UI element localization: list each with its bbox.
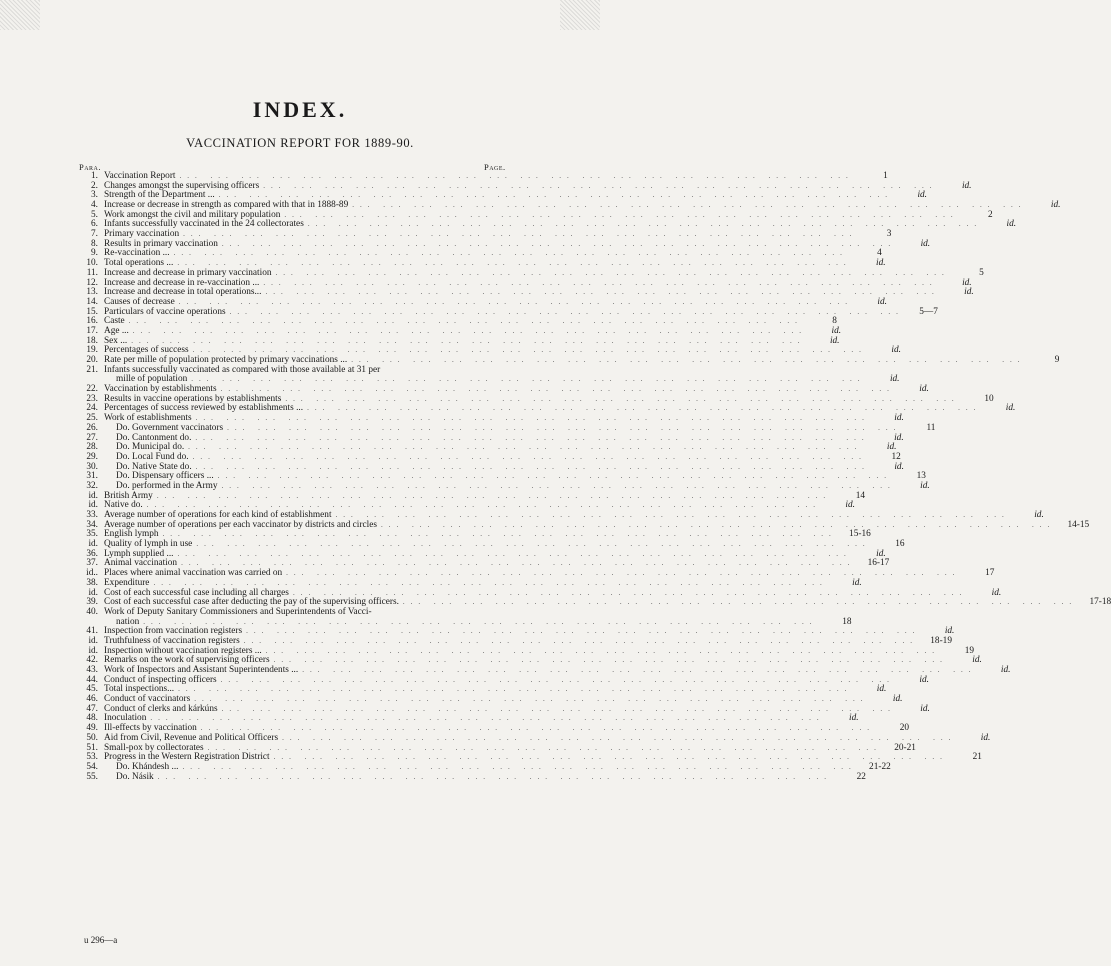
scan-mark-left: [0, 0, 40, 30]
entry-page-number: 21: [972, 752, 982, 763]
entry-page-number: 20-21: [894, 742, 916, 753]
entry-page-number: id.: [892, 694, 903, 705]
entry-title: Age ...: [104, 325, 129, 336]
dot-leader: [223, 424, 901, 434]
entry-title: Rate per mille of population protected by primary vaccinations ...: [104, 355, 348, 366]
entry-page-number: id.: [980, 732, 991, 743]
entry-title: Total operations ...: [104, 258, 174, 269]
entry-page-number: 9: [1054, 355, 1060, 366]
entry-para-number: 22.: [86, 384, 98, 395]
entry-title: Work of Deputy Sanitary Commissioners and Superintendents of Vacci-: [104, 606, 372, 617]
entry-page-number: 17-18: [1089, 597, 1111, 608]
dot-leader: [280, 211, 958, 221]
entry-page-number: id.: [891, 345, 901, 356]
entry-page-number: id.: [831, 325, 842, 336]
dot-leader: [204, 744, 882, 754]
page-column-header: Page.: [484, 162, 506, 172]
entry-para-number: 28.: [86, 442, 98, 453]
entry-page-number: 13: [916, 471, 926, 482]
dot-leader: [226, 308, 904, 318]
page-title: INDEX.: [252, 97, 348, 122]
index-entry: [76, 325, 842, 337]
entry-para-number: 3.: [91, 190, 98, 201]
dot-leader: [190, 695, 868, 705]
entry-title: Lymph supplied ...: [104, 548, 174, 559]
entry-title: Percentages of success reviewed by establishments ...: [104, 403, 304, 414]
entry-para-number: id.: [88, 490, 98, 501]
entry-page-number: id.: [852, 577, 862, 588]
entry-para-number: 31.: [86, 471, 98, 482]
dot-leader: [218, 705, 896, 715]
entry-para-number: 21.: [86, 364, 98, 375]
entry-para-number: 24.: [86, 403, 98, 414]
entry-page-number: 4: [877, 248, 882, 259]
entry-title: mille of population: [116, 374, 188, 385]
entry-page-number: id.: [876, 684, 887, 695]
entry-para-number: 29.: [86, 451, 98, 462]
entry-para-number: 17.: [86, 325, 98, 336]
entry-title: Do. Dispensary officers ...: [116, 471, 214, 482]
entry-para-number: 34.: [86, 519, 98, 530]
entry-para-number: 1.: [91, 170, 98, 181]
dot-leader: [304, 220, 982, 230]
entry-title: Causes of decrease: [104, 296, 175, 307]
entry-title: Work of Inspectors and Assistant Superintendents ...: [104, 665, 299, 676]
entry-title: Ill-effects by vaccination: [104, 723, 197, 734]
entry-para-number: 35.: [86, 529, 98, 540]
entry-para-number: 18.: [86, 335, 98, 346]
entry-para-number: 30.: [86, 461, 98, 472]
entry-para-number: 10.: [86, 258, 98, 269]
entry-para-number: id.: [88, 500, 98, 511]
entry-title: Animal vaccination: [104, 558, 178, 569]
entry-title: Work of establishments: [104, 413, 192, 424]
entry-title: Do. Government vaccinators: [116, 422, 224, 433]
entry-title: Remarks on the work of supervising officers: [104, 655, 270, 666]
dot-leader: [272, 269, 950, 279]
entry-para-number: 48.: [86, 713, 98, 724]
entry-para-number: 36.: [86, 548, 98, 559]
dot-leader: [218, 240, 896, 250]
entry-page-number: 17: [985, 568, 995, 579]
dot-leader: [197, 724, 875, 734]
entry-page-number: 12: [891, 451, 901, 462]
entry-page-number: id.: [845, 500, 855, 511]
entry-para-number: 41.: [86, 626, 98, 637]
entry-title: British Army: [104, 490, 153, 501]
entry-page-number: 20: [899, 723, 910, 734]
index-entries: [76, 170, 1111, 782]
dot-leader: [153, 492, 831, 502]
entry-title: nation: [116, 616, 140, 627]
dot-leader: [217, 385, 895, 395]
dot-leader: [184, 443, 862, 453]
entry-page-number: 11: [926, 422, 936, 433]
entry-page-number: id.: [961, 180, 972, 191]
entry-para-number: 39.: [86, 597, 98, 608]
entry-page-number: 16: [895, 539, 905, 550]
entry-para-number: id..: [86, 568, 98, 579]
entry-title: Sex ...: [104, 335, 128, 346]
index-entry: [76, 316, 837, 327]
entry-title: Average number of operations per each vaccinator by districts and circles: [104, 519, 377, 530]
entry-page-number: 18: [842, 616, 852, 627]
entry-page-number: 5—7: [919, 306, 938, 317]
entry-page-number: id.: [1005, 403, 1016, 414]
entry-title: Re-vaccination ...: [104, 248, 170, 259]
entry-page-number: id.: [1000, 665, 1011, 676]
dot-leader: [179, 763, 857, 773]
entry-page-number: 21-22: [869, 761, 891, 772]
entry-title: Progress in the Western Registration District: [104, 752, 270, 763]
dot-leader: [270, 656, 948, 666]
entry-title: Conduct of vaccinators: [104, 694, 191, 705]
entry-title: Cost of each successful case including all charges: [104, 587, 289, 598]
dot-leader: [298, 666, 976, 676]
entry-title: Total inspections...: [104, 684, 175, 695]
entry-page-number: 5: [979, 267, 984, 278]
entry-para-number: 38.: [86, 577, 98, 588]
entry-title: Do. Cantonment do.: [116, 432, 192, 443]
dot-leader: [175, 298, 853, 308]
entry-para-number: 42.: [86, 655, 98, 666]
entry-para-number: 16.: [86, 316, 98, 327]
entry-page-number: id.: [962, 277, 972, 288]
entry-para-number: 5.: [91, 209, 98, 220]
entry-title: English lymph: [104, 529, 159, 540]
entry-para-number: 7.: [91, 229, 98, 240]
entry-page-number: id.: [849, 713, 859, 724]
entry-para-number: 12.: [86, 277, 98, 288]
entry-para-number: 51.: [86, 742, 98, 753]
dot-leader: [242, 627, 920, 637]
entry-page-number: id.: [876, 258, 886, 269]
entry-title: Results in vaccine operations by establishments: [104, 393, 282, 404]
entry-page-number: 14-15: [1067, 519, 1090, 530]
entry-page-number: id.: [1034, 510, 1044, 521]
dot-leader: [259, 279, 937, 289]
dot-leader: [187, 375, 865, 385]
entry-page-number: id.: [944, 626, 955, 637]
entry-page-number: id.: [1050, 200, 1061, 211]
entry-para-number: 44.: [86, 674, 98, 685]
dot-leader: [214, 472, 892, 482]
dot-leader: [189, 453, 867, 463]
entry-title: Increase or decrease in strength as compared with that in 1888-89: [104, 200, 349, 211]
index-entry: [76, 608, 516, 618]
entry-para-number: 26.: [86, 422, 98, 433]
entry-page-number: 15-16: [849, 529, 871, 540]
dot-leader: [281, 395, 959, 405]
entry-para-number: id.: [88, 635, 98, 646]
entry-title: Primary vaccination: [104, 229, 180, 240]
para-column-header: Para.: [79, 162, 102, 172]
report-subtitle: VACCINATION REPORT FOR 1889-90.: [186, 136, 414, 150]
entry-title: Increase and decrease in primary vaccination: [104, 267, 272, 278]
entry-title: Strength of the Department ...: [104, 190, 215, 201]
entry-page-number: id.: [829, 335, 840, 346]
entry-page-number: id.: [919, 674, 929, 685]
entry-para-number: 45.: [86, 684, 98, 695]
dot-leader: [129, 327, 807, 337]
entry-page-number: 2: [987, 209, 993, 220]
entry-page-number: 10: [984, 393, 994, 404]
dot-leader: [348, 201, 1026, 211]
dot-leader: [261, 288, 939, 298]
entry-title: Infants successfully vaccinated as compared with those available at 31 per: [104, 364, 381, 375]
dot-leader: [173, 259, 851, 269]
dot-leader: [170, 249, 848, 259]
entry-title: Do. Násik: [116, 771, 154, 782]
entry-title: Places where animal vaccination was carried on: [104, 568, 283, 579]
entry-page-number: 14: [855, 490, 866, 501]
entry-para-number: 49.: [86, 723, 98, 734]
entry-para-number: 43.: [86, 665, 98, 676]
entry-para-number: 53.: [86, 752, 98, 763]
entry-title: Native do.: [104, 500, 143, 511]
entry-page-number: id.: [920, 480, 930, 491]
dot-leader: [217, 676, 895, 686]
entry-para-number: id.: [88, 645, 98, 656]
entry-title: Conduct of inspecting officers: [104, 674, 217, 685]
entry-para-number: 27.: [86, 432, 98, 443]
entry-page-number: 3: [886, 229, 892, 240]
dot-leader: [146, 714, 824, 724]
dot-leader: [399, 598, 1077, 608]
dot-leader: [377, 521, 1055, 531]
entry-page-number: id.: [991, 587, 1002, 598]
entry-para-number: 2.: [91, 180, 98, 191]
footer-code: u 296—a: [84, 935, 118, 945]
dot-leader: [154, 773, 832, 783]
entry-title: Work amongst the civil and military population: [104, 209, 281, 220]
entry-para-number: 4.: [91, 200, 98, 211]
dot-leader: [240, 637, 918, 647]
entry-title: Inoculation: [104, 713, 147, 724]
dot-leader: [191, 434, 869, 444]
dot-leader: [192, 540, 870, 550]
entry-title: Conduct of clerks and kárkúns: [104, 703, 218, 714]
entry-title: Cost of each successful case after deducting the pay of the supervising officers.: [104, 597, 399, 608]
entry-para-number: 11.: [86, 267, 98, 278]
dot-leader: [159, 530, 837, 540]
dot-leader: [125, 317, 803, 327]
index-entry: [76, 771, 866, 783]
entry-title: Do. performed in the Army: [116, 480, 218, 491]
entry-title: Inspection without vaccination registers ...: [104, 645, 262, 656]
entry-para-number: 25.: [86, 413, 98, 424]
entry-para-number: 50.: [86, 732, 98, 743]
entry-page-number: id.: [876, 548, 886, 559]
entry-para-number: 6.: [91, 219, 98, 230]
entry-page-number: id.: [889, 374, 900, 385]
dot-leader: [127, 337, 805, 347]
entry-title: Percentages of success: [104, 345, 189, 356]
entry-title: Particulars of vaccine operations: [104, 306, 226, 317]
entry-title: Vaccination Report: [104, 170, 176, 181]
entry-para-number: 54.: [86, 761, 98, 772]
entry-page-number: 19: [964, 645, 974, 656]
dot-leader: [332, 511, 1010, 521]
entry-page-number: id.: [877, 296, 887, 307]
entry-para-number: 23.: [86, 393, 98, 404]
scan-mark-right: [560, 0, 600, 30]
entry-title: Truthfulness of vaccination registers: [104, 635, 240, 646]
entry-para-number: 33.: [86, 510, 98, 521]
dot-leader: [347, 356, 1025, 366]
entry-page-number: id.: [972, 655, 982, 666]
entry-page-number: 18-19: [930, 635, 952, 646]
entry-para-number: 15.: [86, 306, 98, 317]
entry-page-number: id.: [919, 384, 929, 395]
dot-leader: [262, 647, 940, 657]
entry-title: Do. Local Fund do.: [116, 451, 189, 462]
entry-page-number: id.: [894, 461, 904, 472]
entry-page-number: id.: [917, 190, 928, 201]
entry-para-number: 55.: [86, 771, 98, 782]
entry-page-number: id.: [886, 442, 897, 453]
entry-page-number: id.: [894, 413, 904, 424]
entry-page-number: 1: [883, 170, 888, 181]
entry-para-number: 8.: [91, 238, 98, 249]
entry-title: Increase and decrease in re-vaccination ...: [104, 277, 260, 288]
entry-title: Expenditure: [104, 577, 150, 588]
index-entry: [76, 306, 938, 318]
entry-page-number: id.: [964, 287, 974, 298]
entry-title: Vaccination by establishments: [104, 384, 217, 395]
entry-title: Quality of lymph in use: [104, 539, 193, 550]
dot-leader: [303, 404, 981, 414]
entry-title: Infants successfully vaccinated in the 24 collectorates: [104, 219, 304, 230]
dot-leader: [192, 463, 870, 473]
entry-page-number: 16-17: [867, 558, 890, 569]
entry-para-number: id.: [88, 587, 98, 598]
entry-para-number: 46.: [86, 694, 98, 705]
dot-leader: [278, 734, 956, 744]
dot-leader: [173, 550, 851, 560]
dot-leader: [217, 482, 895, 492]
dot-leader: [192, 414, 870, 424]
entry-page-number: id.: [1006, 219, 1017, 230]
entry-title: Small-pox by collectorates: [104, 742, 204, 753]
entry-para-number: 19.: [86, 345, 98, 356]
entry-para-number: 40.: [86, 606, 98, 617]
dot-leader: [259, 182, 937, 192]
entry-para-number: 20.: [86, 355, 98, 366]
entry-page-number: 8: [832, 316, 837, 327]
dot-leader: [174, 685, 852, 695]
entry-para-number: id.: [88, 539, 98, 550]
entry-page-number: id.: [920, 703, 930, 714]
dot-leader: [179, 230, 857, 240]
entry-para-number: 9.: [91, 248, 98, 259]
entry-page-number: 22: [856, 771, 866, 782]
entry-page-number: id.: [894, 432, 904, 443]
entry-para-number: 37.: [86, 558, 98, 569]
entry-title: Results in primary vaccination: [104, 238, 218, 249]
entry-para-number: 47.: [86, 703, 98, 714]
entry-para-number: 14.: [86, 296, 98, 307]
dot-leader: [270, 753, 948, 763]
entry-para-number: 32.: [86, 480, 98, 491]
entry-title: Inspection from vaccination registers: [104, 626, 243, 637]
entry-title: Do. Municipal do.: [116, 442, 185, 453]
entry-title: Increase and decrease in total operations...: [104, 287, 262, 298]
entry-para-number: 13.: [86, 287, 98, 298]
dot-leader: [176, 172, 854, 182]
entry-title: Caste: [104, 316, 125, 327]
entry-page-number: id.: [920, 238, 931, 249]
entry-title: Average number of operations for each kind of establishment: [104, 510, 332, 521]
entry-title: Changes amongst the supervising officers: [104, 180, 260, 191]
entry-title: Do. Native State do.: [116, 461, 192, 472]
entry-title: Aid from Civil, Revenue and Political Officers: [104, 732, 279, 743]
entry-title: Do. Khándesh ...: [116, 761, 179, 772]
